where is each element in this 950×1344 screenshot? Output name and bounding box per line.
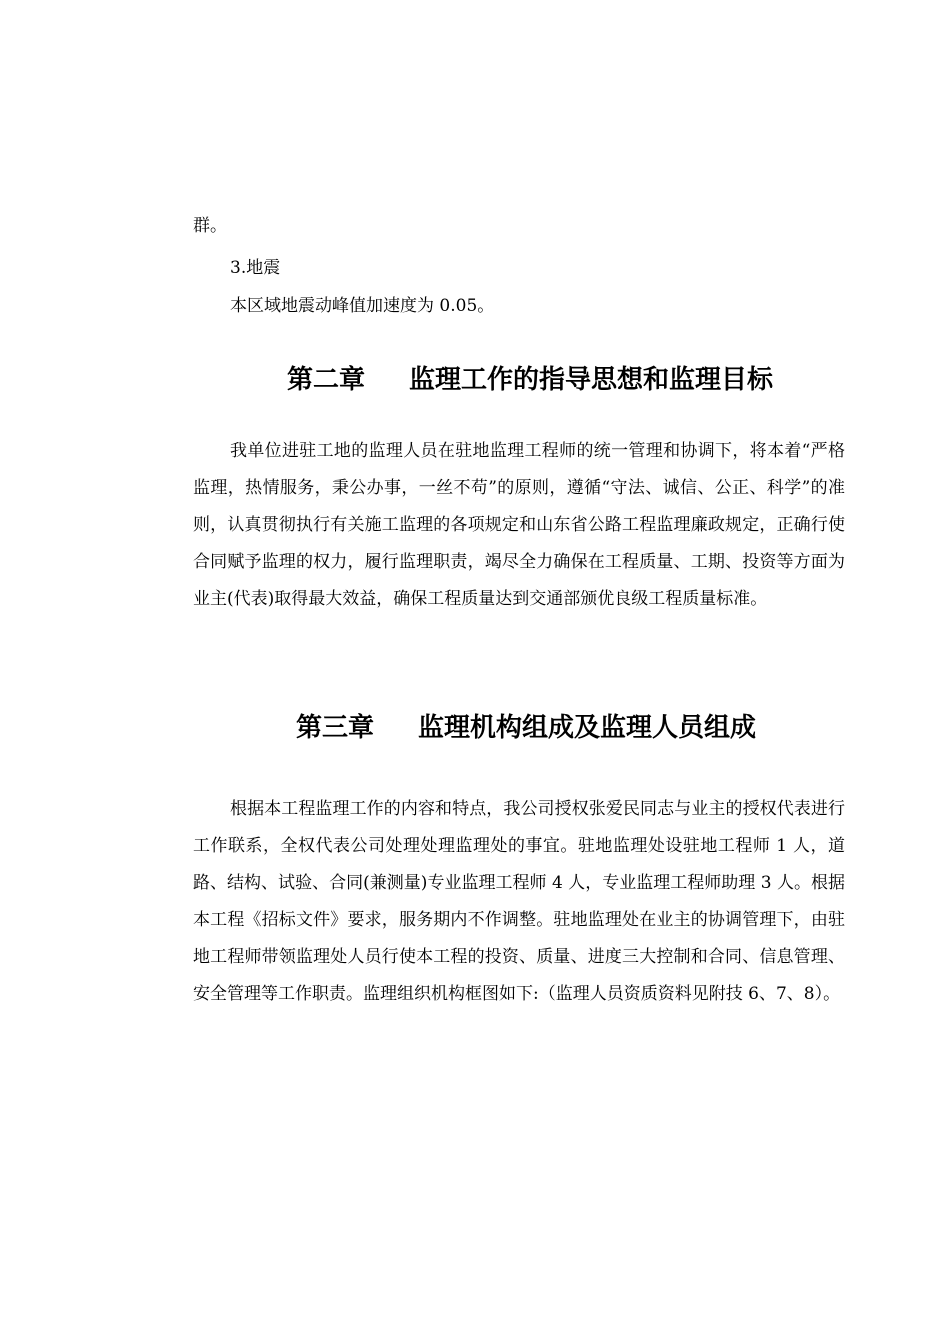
chapter-3-body: 根据本工程监理工作的内容和特点，我公司授权张爱民同志与业主的授权代表进行工作联系，全权代表公司处理处理监理处的事宜。驻地监理处设驻地工程师 1 人，道路、结构、试验、合同(兼测量)专业监理工程师 4 人，专业监理工程师助理 3 人。根据本工程《招标文件》要求，服务期内不作调整。驻地监理处在业主的协调管理下，由驻地工程师带领监理处人员行使本工程的投资、质量、进度三大控制和合同、信息管理、安全管理等工作职责。监理组织机构框图如下:（监理人员资质资料见附技 6、7、8）。 (193, 799, 845, 1004)
section-text-earthquake: 本区域地震动峰值加速度为 0.05。 (230, 296, 495, 316)
continuation-fragment: 群。 (193, 216, 227, 236)
chapter-3-number: 第三章 (296, 713, 375, 743)
chapter-2-title: 监理工作的指导思想和监理目标 (409, 365, 774, 395)
chapter-2-number: 第二章 (287, 365, 366, 395)
chapter-3-heading (296, 712, 756, 744)
chapter-3-title: 监理机构组成及监理人员组成 (418, 713, 757, 743)
chapter-2-body: 我单位进驻工地的监理人员在驻地监理工程师的统一管理和协调下，将本着“严格监理，热情服务，秉公办事，一丝不苟”的原则，遵循“守法、诚信、公正、科学”的准则，认真贯彻执行有关施工监理的各项规定和山东省公路工程监理廉政规定，正确行使合同赋予监理的权力，履行监理职责，竭尽全力确保在工程质量、工期、投资等方面为业主(代表)取得最大效益，确保工程质量达到交通部颁优良级工程质量标准。 (193, 441, 845, 609)
chapter-2-heading (287, 364, 773, 396)
section-title-earthquake: 3.地震 (230, 258, 281, 278)
